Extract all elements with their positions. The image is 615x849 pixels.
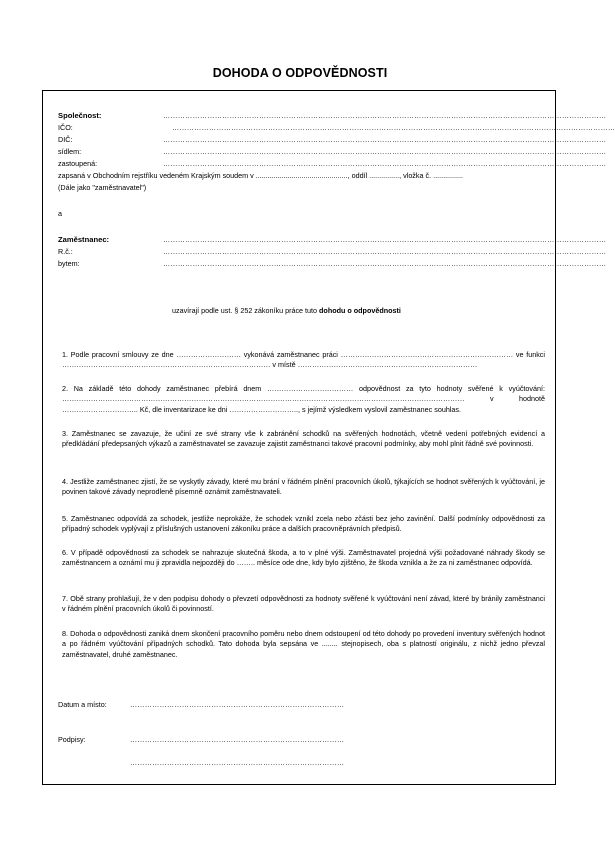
point-2: 2. Na základě této dohody zaměstnanec přebírá dnem ……………………………… odpovědnost za tyto hodnoty svěřené k vyúčtování: …………………………………………………………………………………………………………………………………………………… v hodnotě ………………………….. Kč, dle inventarizace ke dni ……………………….., s jejímž výsledkem vyslovil zaměstnanec souhlas.	[62, 384, 545, 414]
seat-label: sídlem:	[58, 147, 82, 156]
dic-field[interactable]: ………………………………………………………………………………………………………………………………………………………………	[163, 135, 607, 144]
representative-field[interactable]: ………………………………………………………………………………………………………………………………………………………………	[163, 159, 607, 168]
company-label: Společnost:	[58, 111, 102, 120]
point-1: 1. Podle pracovní smlouvy ze dne ……………………… vykonává zaměstnanec práci ……………………………………………………………… ve funkci …………………………………………………………………………… v místě …………………………………………………………………	[62, 350, 545, 370]
residence-field[interactable]: ………………………………………………………………………………………………………………………………………………………………	[163, 259, 607, 268]
employer-alias: (Dále jako "zaměstnavatel")	[58, 183, 147, 192]
seat-field[interactable]: ………………………………………………………………………………………………………………………………………………………………	[163, 147, 607, 156]
ico-field[interactable]: ………………………………………………………………………………………………………………………………………………………………	[172, 123, 615, 132]
intro-text	[172, 306, 401, 315]
signature-line-2[interactable]: ……………………………………………………………………………	[130, 758, 345, 767]
employee-label: Zaměstnanec:	[58, 235, 110, 244]
point-6: 6. V případě odpovědnosti za schodek se nahrazuje skutečná škoda, a to v plné výši. Zaměstnavatel projedná výši požadované náhrady škody se zaměstnancem a oznámí mu ji zpravidla nejpozději do …….. měsíce ode dne, kdy bylo zjištěno, že škoda vznikla a že za ni zaměstnanec odpovídá.	[62, 548, 545, 568]
employee-field[interactable]: ………………………………………………………………………………………………………………………………………………………………	[163, 235, 607, 244]
company-field[interactable]: ………………………………………………………………………………………………………………………………………………………………	[163, 111, 607, 120]
birth-number-label: R.č.:	[58, 247, 73, 256]
point-8: 8. Dohoda o odpovědnosti zaniká dnem skončení pracovního poměru nebo dnem odstoupení od této dohody po provedení inventury svěřených hodnot a po řádném vyúčtování případných schodků. Tato dohoda byla sepsána ve ........ stejnopisech, oba s platností originálu, z nichž jedno převzal zaměstnavatel, druhé zaměstnanec.	[62, 629, 545, 659]
ico-label: IČO:	[58, 123, 73, 132]
date-place-label: Datum a místo:	[58, 700, 107, 709]
point-5: 5. Zaměstnanec odpovídá za schodek, jestliže neprokáže, že schodek vznikl zcela nebo zčásti bez jeho zavinění. Další podmínky odpovědnosti za případný schodek vyplývají z příslušných ustanovení zákoníku práce a dalších pracovněprávních předpisů.	[62, 514, 545, 534]
date-place-field[interactable]: ……………………………………………………………………………	[130, 700, 345, 709]
point-3: 3. Zaměstnanec se zavazuje, že učiní ze své strany vše k zabránění schodků na svěřených hodnotách, včetně vedení potřebných evidencí a předkládání předepsaných výkazů a zaměstnavatel se zavazuje zajistit zaměstnanci takové pracovní podmínky, aby mohl plnit řádně své povinnosti.	[62, 429, 545, 449]
birth-number-field[interactable]: ………………………………………………………………………………………………………………………………………………………………	[163, 247, 607, 256]
point-7: 7. Obě strany prohlašují, že v den podpisu dohody o převzetí odpovědnosti za hodnoty svěřené k vyúčtování není závad, které by bránily zaměstnanci v řádném plnění pracovních úkolů či povinností.	[62, 594, 545, 614]
document-title: DOHODA O ODPOVĚDNOSTI	[212, 66, 388, 80]
intro-bold: dohodu o odpovědnosti	[319, 306, 401, 315]
dic-label: DIČ:	[58, 135, 73, 144]
signatures-label: Podpisy:	[58, 735, 86, 744]
residence-label: bytem:	[58, 259, 80, 268]
register-line: zapsaná v Obchodním rejstříku vedeném Krajským soudem v .............................................., oddíl ..............., vložka č. ...............	[58, 171, 464, 180]
representative-label: zastoupená:	[58, 159, 98, 168]
signature-line-1[interactable]: ……………………………………………………………………………	[130, 735, 345, 744]
intro-prefix: uzavírají podle ust. § 252 zákoníku práce tuto	[172, 306, 320, 315]
point-4: 4. Jestliže zaměstnanec zjistí, že se vyskytly závady, které mu brání v řádném plnění pracovních úkolů, týkajících se hodnot svěřených k vyúčtování, je povinen takové závady neprodleně písemně oznámit zaměstnavateli.	[62, 477, 545, 497]
and-text: a	[58, 209, 62, 218]
